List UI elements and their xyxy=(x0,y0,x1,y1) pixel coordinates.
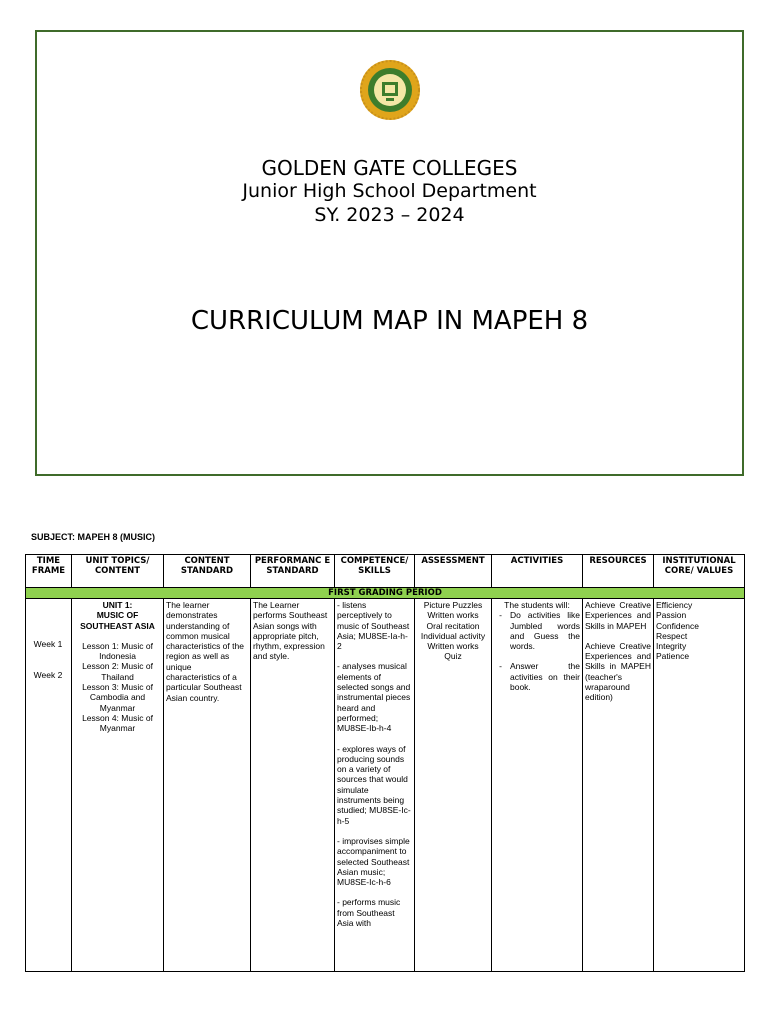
header-activities: ACTIVITIES xyxy=(492,555,583,588)
resource-item: Achieve Creative Experiences and Skills in MAPEH xyxy=(585,600,651,631)
table-row xyxy=(26,599,745,972)
unit-topics-cell xyxy=(72,599,164,972)
activities-intro: The students will: xyxy=(504,600,570,610)
competency-item: - listens perceptively to music of Southeast Asia; MU8SE-Ia-h-2 xyxy=(337,600,410,652)
activity-item: - Answer the activities on their book. xyxy=(499,661,580,693)
assessment-item: Individual activity xyxy=(420,630,486,641)
grading-period-row xyxy=(26,588,745,599)
competence-cell xyxy=(335,599,415,972)
lesson-item: Lesson 2: Music of Thailand xyxy=(82,661,153,682)
assessment-item: Quiz xyxy=(444,651,462,662)
values-cell xyxy=(654,599,745,972)
school-seal-logo xyxy=(359,59,421,121)
value-item: Confidence xyxy=(656,620,700,631)
document-title: CURRICULUM MAP IN MAPEH 8 xyxy=(190,306,589,336)
header-competence: COMPETENCE/ SKILLS xyxy=(335,555,415,588)
value-item: Efficiency xyxy=(656,600,693,610)
unit-title: MUSIC OF SOUTHEAST ASIA xyxy=(80,610,155,631)
department-name: Junior High School Department xyxy=(242,180,537,202)
value-item: Passion xyxy=(656,610,687,621)
competency-item: - explores ways of producing sounds on a variety of sources that would simulate instruments being studied; MU8SE-Ic-h-5 xyxy=(337,743,411,826)
header-assessment: ASSESSMENT xyxy=(415,555,492,588)
performance-standard-cell: The Learner performs Southeast Asian songs with appropriate pitch, rhythm, expression and style. xyxy=(251,599,335,972)
week-1: Week 1 xyxy=(33,639,63,649)
resource-item: Achieve Creative Experiences and Skills in MAPEH (teacher's wraparound edition) xyxy=(585,640,651,703)
assessment-item: Picture Puzzles xyxy=(423,600,483,610)
value-item: Respect xyxy=(656,630,688,641)
competency-item: - performs music from Southeast Asia with xyxy=(337,897,401,929)
activity-item: - Do activities like Jumbled words and Guess the words. xyxy=(499,610,580,652)
resources-cell xyxy=(583,599,654,972)
cover-page xyxy=(35,30,744,476)
unit-heading: UNIT 1: xyxy=(102,600,133,610)
activity-text: Answer the activities on their book. xyxy=(510,661,580,693)
table-header-row xyxy=(26,555,745,588)
competency-item: - improvises simple accompaniment to selected Southeast Asian music; MU8SE-Ic-h-6 xyxy=(337,835,410,888)
assessment-item: Written works xyxy=(427,641,479,652)
curriculum-map-table xyxy=(25,554,745,972)
value-item: Integrity xyxy=(656,641,687,652)
lesson-item: Lesson 3: Music of Cambodia and Myanmar xyxy=(82,682,153,713)
competency-item: - analyses musical elements of selected songs and instrumental pieces heard and performed; MU8SE-Ib-h-4 xyxy=(337,661,411,734)
time-frame-cell xyxy=(26,599,72,972)
school-name: GOLDEN GATE COLLEGES xyxy=(261,156,518,180)
subject-label: SUBJECT: MAPEH 8 (MUSIC) xyxy=(31,532,156,542)
activities-cell xyxy=(492,599,583,972)
lesson-item: Lesson 4: Music of Myanmar xyxy=(82,712,153,734)
activity-text: Do activities like Jumbled words and Guess the words. xyxy=(510,610,580,652)
header-values: INSTITUTIONAL CORE/ VALUES xyxy=(654,555,745,588)
grading-period-label: FIRST GRADING PERIOD xyxy=(26,588,745,599)
header-unit-topics: UNIT TOPICS/ CONTENT xyxy=(72,555,164,588)
header-content-standard: CONTENT STANDARD xyxy=(164,555,251,588)
value-item: Patience xyxy=(656,651,690,662)
header-performance-standard: PERFORMANC E STANDARD xyxy=(251,555,335,588)
assessment-item: Oral recitation xyxy=(426,620,480,631)
lesson-item: Lesson 1: Music of Indonesia xyxy=(82,640,153,662)
assessment-item: Written works xyxy=(427,610,479,621)
school-year: SY. 2023 – 2024 xyxy=(314,204,465,226)
assessment-cell xyxy=(415,599,492,972)
week-2: Week 2 xyxy=(33,670,63,680)
header-time-frame: TIME FRAME xyxy=(26,555,72,588)
header-resources: RESOURCES xyxy=(583,555,654,588)
content-standard-cell: The learner demonstrates understanding of common musical characteristics of the region as well as unique characteristics of a particular Southeast Asian country. xyxy=(164,599,251,972)
